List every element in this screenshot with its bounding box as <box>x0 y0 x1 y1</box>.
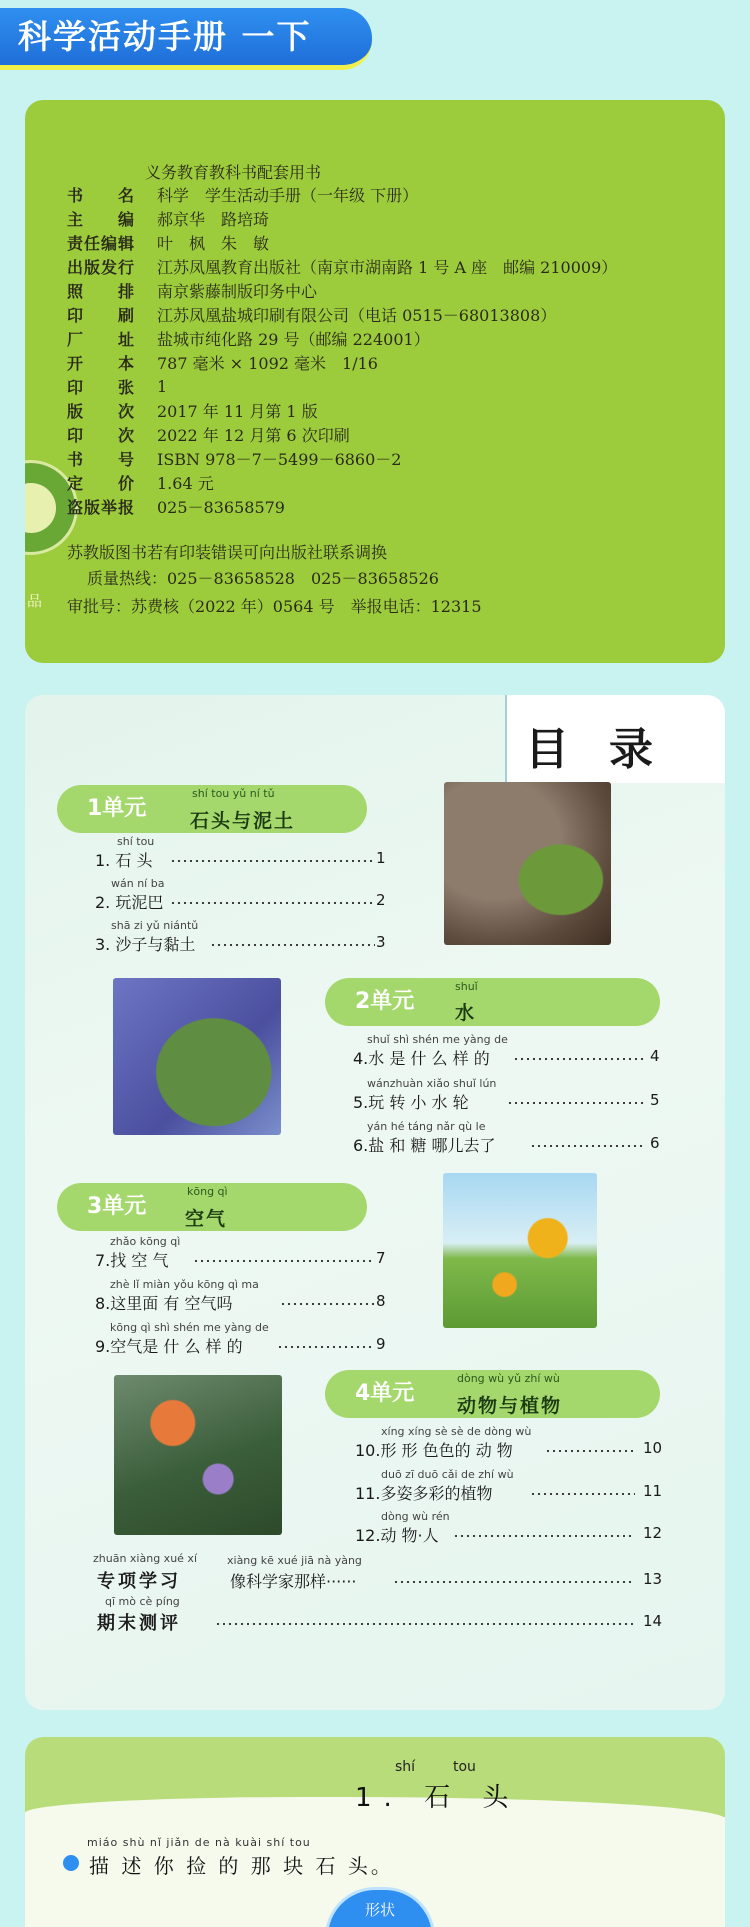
page-number: 5 <box>650 1091 660 1109</box>
copyright-notice: 苏教版图书若有印装错误可向出版社联系调换 <box>67 543 388 562</box>
page-number: 11 <box>643 1482 663 1500</box>
row-label: 书 名 <box>67 185 136 205</box>
bullet-dot <box>63 1855 79 1871</box>
page-number: 12 <box>643 1524 663 1542</box>
raindrop-leaf-photo <box>113 978 281 1135</box>
toc-title: 目录 <box>525 724 693 775</box>
toc-lesson-5[interactable]: 5.玩 转 小 水 轮 <box>353 1093 469 1112</box>
copyright-row <box>67 446 617 470</box>
lesson-card <box>25 1737 725 1927</box>
row-value: 2017 年 11 月第 1 版 <box>157 401 318 421</box>
lesson-title: 1. 石 头 <box>355 1783 521 1813</box>
copyright-row <box>67 278 617 302</box>
unit-2-banner <box>325 978 660 1026</box>
toc-lesson-2[interactable]: 2. 玩泥巴 <box>95 893 164 912</box>
toc-final-test[interactable]: 期末测评 <box>97 1613 181 1634</box>
row-value: 2022 年 12 月第 6 次印刷 <box>157 425 350 445</box>
row-value: 江苏凤凰盐城印刷有限公司（电话 0515－68013808） <box>157 305 557 325</box>
row-label: 印 张 <box>67 377 136 397</box>
copyright-row <box>67 494 617 518</box>
toc-card <box>25 695 725 1710</box>
lesson-pinyin: shā zi yǔ niántǔ <box>111 919 199 932</box>
page-number: 6 <box>650 1134 660 1152</box>
lesson-pinyin: dòng wù rén <box>381 1510 450 1523</box>
page-number: 3 <box>376 933 386 951</box>
special-sub-pinyin: xiàng kē xué jiā nà yàng <box>227 1554 362 1567</box>
lesson-pinyin: zhǎo kōng qì <box>110 1235 181 1248</box>
row-label: 开 本 <box>67 353 136 373</box>
shape-tab[interactable]: 形状 <box>325 1887 435 1927</box>
unit-topic: 石头与泥土 <box>190 810 296 832</box>
lesson-title-pinyin: shí <box>395 1759 416 1775</box>
lesson-pinyin: kōng qì shì shén me yàng de <box>110 1321 269 1334</box>
copyright-row <box>67 326 617 350</box>
leader-dots <box>210 944 375 946</box>
leader-dots <box>393 1581 635 1583</box>
leader-dots <box>280 1303 375 1305</box>
lesson-pinyin: duō zī duō cǎi de zhí wù <box>381 1468 514 1481</box>
page-banner: 科学活动手册 一下 <box>0 8 372 70</box>
toc-special-study[interactable]: 专项学习 <box>97 1571 181 1592</box>
unit-topic-pinyin: kōng qì <box>187 1185 228 1198</box>
page-number: 1 <box>376 849 386 867</box>
row-value: 025－83658579 <box>157 497 285 517</box>
leader-dots <box>170 860 375 862</box>
unit-topic-pinyin: dòng wù yǔ zhí wù <box>457 1372 560 1385</box>
copyright-row <box>67 374 617 398</box>
row-value: 1 <box>157 376 168 396</box>
page-number: 13 <box>643 1570 663 1588</box>
row-label: 厂 址 <box>67 329 136 349</box>
copyright-row <box>67 230 617 254</box>
leader-dots <box>530 1493 635 1495</box>
toc-lesson-9[interactable]: 9.空气是 什 么 样 的 <box>95 1337 243 1356</box>
copyright-row <box>67 206 617 230</box>
lesson-pinyin: shí tou <box>117 835 155 848</box>
unit-label: 1单元 <box>87 796 147 821</box>
row-label: 印 刷 <box>67 305 136 325</box>
row-label: 书 号 <box>67 449 136 469</box>
page-number: 14 <box>643 1612 663 1630</box>
row-label: 责任编辑 <box>67 233 136 253</box>
copyright-row <box>67 350 617 374</box>
row-label: 版 次 <box>67 401 136 421</box>
row-label: 印 次 <box>67 425 136 445</box>
page-number: 10 <box>643 1439 663 1457</box>
row-value: 南京紫藤制版印务中心 <box>157 281 318 301</box>
page-number: 8 <box>376 1292 386 1310</box>
unit-topic: 水 <box>455 1002 477 1024</box>
row-label: 出版发行 <box>67 257 136 277</box>
row-value: 787 毫米 × 1092 毫米 1/16 <box>157 353 378 373</box>
row-value: 叶 枫 朱 敏 <box>157 233 270 253</box>
unit-topic: 空气 <box>185 1208 228 1230</box>
row-label: 主 编 <box>67 209 136 229</box>
copyright-row <box>67 302 617 326</box>
logo-caption: 品 <box>27 592 43 610</box>
row-label: 定 价 <box>67 473 136 493</box>
page-number: 9 <box>376 1335 386 1353</box>
task-instruction: 描 述 你 捡 的 那 块 石 头。 <box>89 1854 394 1878</box>
lesson-pinyin: yán hé táng nǎr qù le <box>367 1120 486 1133</box>
final-pinyin: qī mò cè píng <box>105 1595 180 1608</box>
unit-topic-pinyin: shuǐ <box>455 980 478 993</box>
lesson-title-pinyin: tou <box>453 1759 476 1775</box>
toc-lesson-8[interactable]: 8.这里面 有 空气吗 <box>95 1294 233 1313</box>
leader-dots <box>170 902 375 904</box>
copyright-row <box>67 254 617 278</box>
lesson-pinyin: wánzhuàn xiǎo shuǐ lún <box>367 1077 497 1090</box>
toc-lesson-6[interactable]: 6.盐 和 糖 哪儿去了 <box>353 1136 496 1155</box>
butterfly-photo <box>114 1375 282 1535</box>
copyright-row <box>67 182 617 206</box>
unit-topic: 动物与植物 <box>457 1395 563 1417</box>
lesson-pinyin: shuǐ shì shén me yàng de <box>367 1033 508 1046</box>
leader-dots <box>513 1058 645 1060</box>
special-subtitle: 像科学家那样······ <box>230 1572 357 1591</box>
copyright-row <box>67 398 617 422</box>
unit-topic-pinyin: shí tou yǔ ní tǔ <box>192 787 275 800</box>
toc-lesson-12[interactable]: 12.动 物·人 <box>355 1526 439 1545</box>
unit-label: 3单元 <box>87 1194 147 1219</box>
toc-lesson-1[interactable]: 1. 石 头 <box>95 851 153 870</box>
special-pinyin: zhuān xiàng xué xí <box>93 1552 197 1565</box>
unit-label: 4单元 <box>355 1381 415 1406</box>
row-value: 江苏凤凰教育出版社（南京市湖南路 1 号 A 座 邮编 210009） <box>157 257 618 277</box>
copyright-row <box>67 470 617 494</box>
unit-label: 2单元 <box>355 989 415 1014</box>
toc-lesson-4[interactable]: 4.水 是 什 么 样 的 <box>353 1049 490 1068</box>
quality-hotline: 质量热线：025－83658528 025－83658526 <box>87 569 439 588</box>
page-number: 2 <box>376 891 386 909</box>
leader-dots <box>545 1450 635 1452</box>
page-number: 7 <box>376 1249 386 1267</box>
copyright-row <box>67 422 617 446</box>
leader-dots <box>193 1260 375 1262</box>
leader-dots <box>530 1145 645 1147</box>
stone-photo <box>444 782 611 945</box>
row-label: 照 排 <box>67 281 136 301</box>
leader-dots <box>507 1102 645 1104</box>
copyright-card <box>25 100 725 663</box>
toc-lesson-11[interactable]: 11.多姿多彩的植物 <box>355 1484 493 1503</box>
approval-number: 审批号：苏费核（2022 年）0564 号 举报电话：12315 <box>67 597 482 616</box>
leader-dots <box>277 1346 375 1348</box>
row-label: 盗版举报 <box>67 497 136 517</box>
copyright-headline: 义务教育教科书配套用书 <box>145 163 322 182</box>
lesson-pinyin: wán ní ba <box>111 877 165 890</box>
row-value: 1.64 元 <box>157 473 214 493</box>
task-pinyin: miáo shù nǐ jiǎn de nà kuài shí tou <box>87 1836 311 1849</box>
toc-lesson-10[interactable]: 10.形 形 色色的 动 物 <box>355 1441 513 1460</box>
lesson-pinyin: xíng xíng sè sè de dòng wù <box>381 1425 532 1438</box>
sunflower-photo <box>443 1173 597 1328</box>
row-value: 郝京华 路培琦 <box>157 209 270 229</box>
lesson-pinyin: zhè lǐ miàn yǒu kōng qì ma <box>110 1278 259 1291</box>
copyright-rows <box>67 182 617 518</box>
toc-lesson-3[interactable]: 3. 沙子与黏土 <box>95 935 196 954</box>
page-number: 4 <box>650 1047 660 1065</box>
row-value: 盐城市纯化路 29 号（邮编 224001） <box>157 329 430 349</box>
row-value: 科学 学生活动手册（一年级 下册） <box>157 185 419 205</box>
toc-lesson-7[interactable]: 7.找 空 气 <box>95 1251 169 1270</box>
leader-dots <box>215 1623 635 1625</box>
row-value: ISBN 978－7－5499－6860－2 <box>157 449 402 469</box>
leader-dots <box>453 1535 635 1537</box>
